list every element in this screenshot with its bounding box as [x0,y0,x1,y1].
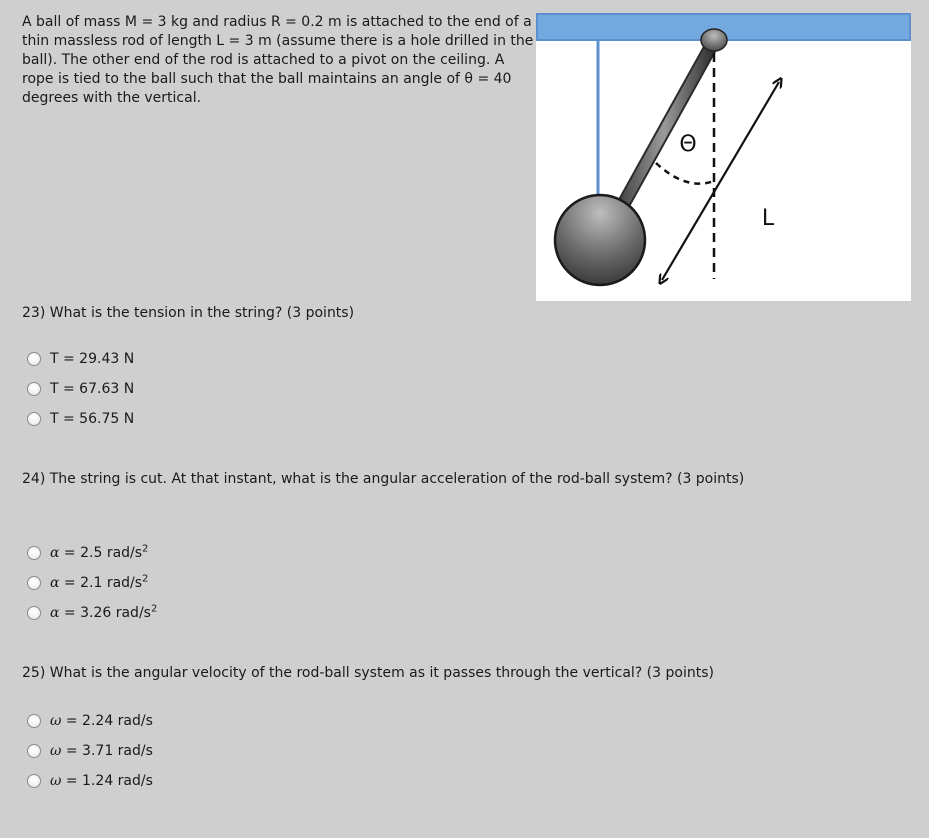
angle-arc [656,163,714,184]
option-25-c[interactable]: ω = 1.24 rad/s [27,766,153,796]
length-label: L [761,206,775,231]
pendulum-figure [536,13,911,301]
question-25: 25) What is the angular velocity of the rod-ball system as it passes through the vertical? (3 points) [22,665,714,681]
radio-button[interactable] [27,714,41,728]
option-23-b[interactable]: T = 67.63 N [27,374,134,404]
question-25-options [27,706,153,796]
option-23-a[interactable]: T = 29.43 N [27,344,134,374]
question-23: 23) What is the tension in the string? (3 points) [22,305,355,321]
radio-button[interactable] [27,352,41,366]
option-25-a[interactable]: ω = 2.24 rad/s [27,706,153,736]
pivot [701,29,727,51]
question-24: 24) The string is cut. At that instant, what is the angular acceleration of the rod-ball system? (3 points) [22,471,745,487]
question-23-options [27,344,134,434]
option-25-b[interactable]: ω = 3.71 rad/s [27,736,153,766]
option-24-c[interactable]: α = 3.26 rad/$s^2$ [27,598,157,628]
option-24-b[interactable]: α = 2.1 rad/$s^2$ [27,568,157,598]
theta-label: Θ [679,132,697,157]
radio-button[interactable] [27,546,41,560]
radio-button[interactable] [27,774,41,788]
ball [555,195,645,285]
question-24-options [27,538,157,628]
radio-button[interactable] [27,412,41,426]
radio-button[interactable] [27,382,41,396]
radio-button[interactable] [27,744,41,758]
option-23-c[interactable]: T = 56.75 N [27,404,134,434]
problem-statement: A ball of mass M = 3 kg and radius R = 0.2 m is attached to the end of a thin massless rod of length L = 3 m (assume there is a hole drilled in the ball). The other end of the rod is attached to a pivot on the ceiling. A rope is tied to the ball such that the ball maintains an angle of θ = 40 degrees with the vertical. [22,14,534,106]
radio-button[interactable] [27,576,41,590]
option-24-a[interactable]: α = 2.5 rad/$s^2$ [27,538,157,568]
radio-button[interactable] [27,606,41,620]
